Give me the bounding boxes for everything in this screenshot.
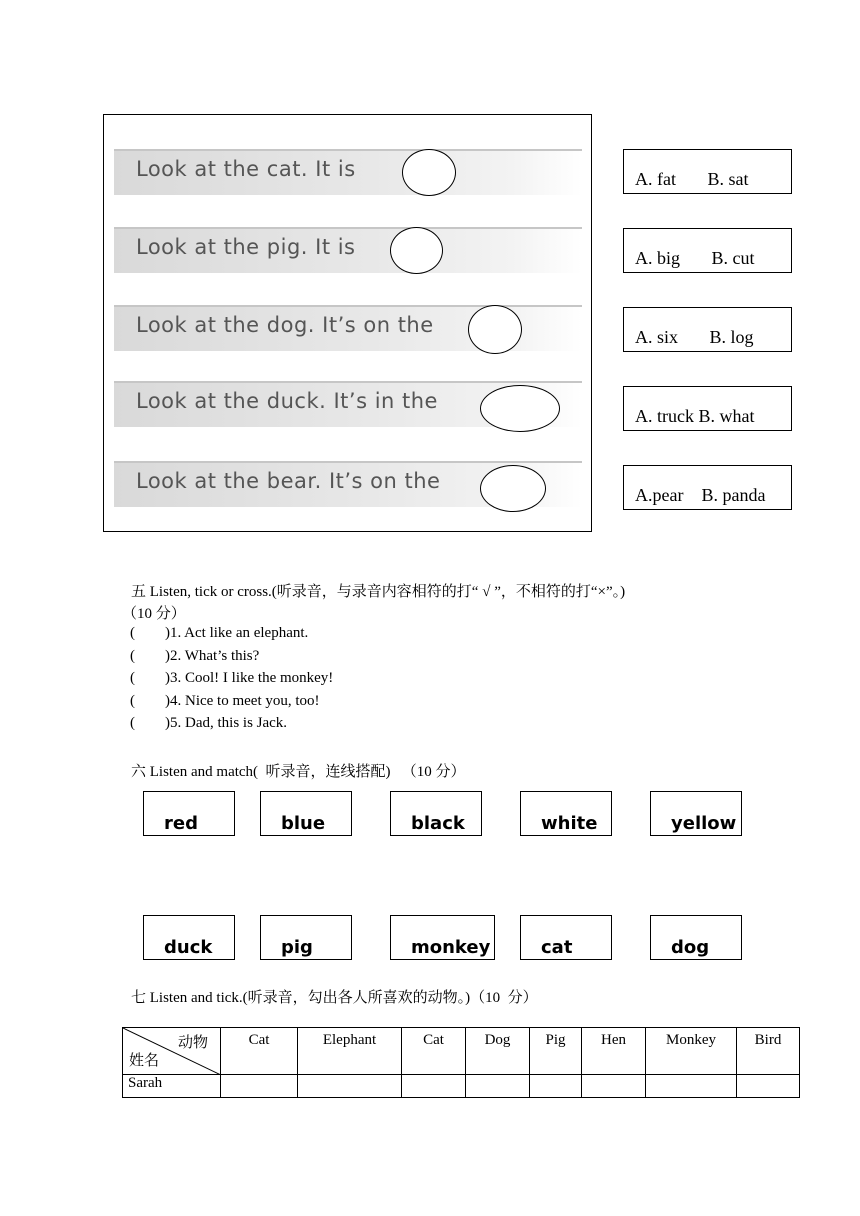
tick-item[interactable]: ( )1. Act like an elephant. [130, 625, 309, 641]
answer-blank-ellipse[interactable] [402, 149, 456, 196]
column-header: Hen [582, 1028, 646, 1075]
animal-word-box[interactable] [520, 915, 612, 960]
option-text: A. fat B. sat [635, 169, 749, 189]
corner-bottom-label: 姓名 [129, 1053, 160, 1069]
sentence-strip [114, 227, 582, 273]
option-text: A. six B. log [635, 327, 754, 347]
section-five-score: （10 分） [122, 606, 186, 622]
animal-word-box[interactable] [143, 915, 235, 960]
tick-item[interactable]: ( )3. Cool! I like the monkey! [130, 670, 334, 686]
column-header: Cat [402, 1028, 466, 1075]
option-box [623, 465, 792, 510]
animal-word-box[interactable] [650, 915, 742, 960]
color-word: red [164, 813, 198, 834]
option-text: A.pear B. panda [635, 485, 766, 505]
tick-cell[interactable] [402, 1075, 466, 1098]
color-word: white [541, 813, 598, 834]
answer-blank-ellipse[interactable] [468, 305, 522, 354]
color-word-box[interactable] [260, 791, 352, 836]
picture-frame [103, 114, 592, 532]
tick-item[interactable]: ( )2. What’s this? [130, 648, 260, 664]
tick-cell[interactable] [466, 1075, 530, 1098]
color-word-box[interactable] [650, 791, 742, 836]
column-header: Elephant [298, 1028, 402, 1075]
color-word-box[interactable] [390, 791, 482, 836]
section-six-title: 六 Listen and match( 听录音，连线搭配) （10 分） [131, 764, 466, 780]
option-box [623, 228, 792, 273]
animal-word-box[interactable] [390, 915, 495, 960]
tick-cell[interactable] [737, 1075, 800, 1098]
sentence-text: Look at the cat. It is [136, 157, 356, 181]
animal-preference-table [122, 1027, 800, 1098]
option-box [623, 386, 792, 431]
answer-blank-ellipse[interactable] [480, 465, 546, 512]
name-cell: Sarah [123, 1075, 221, 1098]
animal-word: monkey [411, 937, 491, 958]
corner-header-cell [123, 1028, 221, 1075]
color-word: blue [281, 813, 326, 834]
color-word-box[interactable] [520, 791, 612, 836]
column-header: Pig [530, 1028, 582, 1075]
sentence-text: Look at the bear. It’s on the [136, 469, 441, 493]
sentence-text: Look at the dog. It’s on the [136, 313, 434, 337]
sentence-text: Look at the duck. It’s in the [136, 389, 438, 413]
table-header-row [123, 1028, 800, 1075]
tick-item[interactable]: ( )4. Nice to meet you, too! [130, 693, 320, 709]
section-five-title: 五 Listen, tick or cross.(听录音，与录音内容相符的打“ √ ”，不相符的打“×”。) [131, 584, 626, 600]
animal-word: pig [281, 937, 313, 958]
tick-cell[interactable] [221, 1075, 298, 1098]
option-box [623, 307, 792, 352]
option-text: A. truck B. what [635, 406, 755, 426]
tick-cell[interactable] [646, 1075, 737, 1098]
sentence-text: Look at the pig. It is [136, 235, 356, 259]
column-header: Monkey [646, 1028, 737, 1075]
column-header: Dog [466, 1028, 530, 1075]
animal-word: duck [164, 937, 213, 958]
option-box [623, 149, 792, 194]
tick-item[interactable]: ( )5. Dad, this is Jack. [130, 715, 288, 731]
color-word-box[interactable] [143, 791, 235, 836]
sentence-strip [114, 149, 582, 195]
color-word: yellow [671, 813, 737, 834]
animal-word: cat [541, 937, 573, 958]
color-word: black [411, 813, 465, 834]
tick-cell[interactable] [530, 1075, 582, 1098]
section-seven-title: 七 Listen and tick.(听录音，勾出各人所喜欢的动物。)（10 分） [131, 990, 538, 1006]
column-header: Cat [221, 1028, 298, 1075]
option-text: A. big B. cut [635, 248, 755, 268]
tick-cell[interactable] [298, 1075, 402, 1098]
corner-top-label: 动物 [177, 1035, 208, 1051]
answer-blank-ellipse[interactable] [480, 385, 560, 432]
table-row [123, 1075, 800, 1098]
animal-word: dog [671, 937, 710, 958]
column-header: Bird [737, 1028, 800, 1075]
answer-blank-ellipse[interactable] [390, 227, 443, 274]
tick-cell[interactable] [582, 1075, 646, 1098]
animal-word-box[interactable] [260, 915, 352, 960]
